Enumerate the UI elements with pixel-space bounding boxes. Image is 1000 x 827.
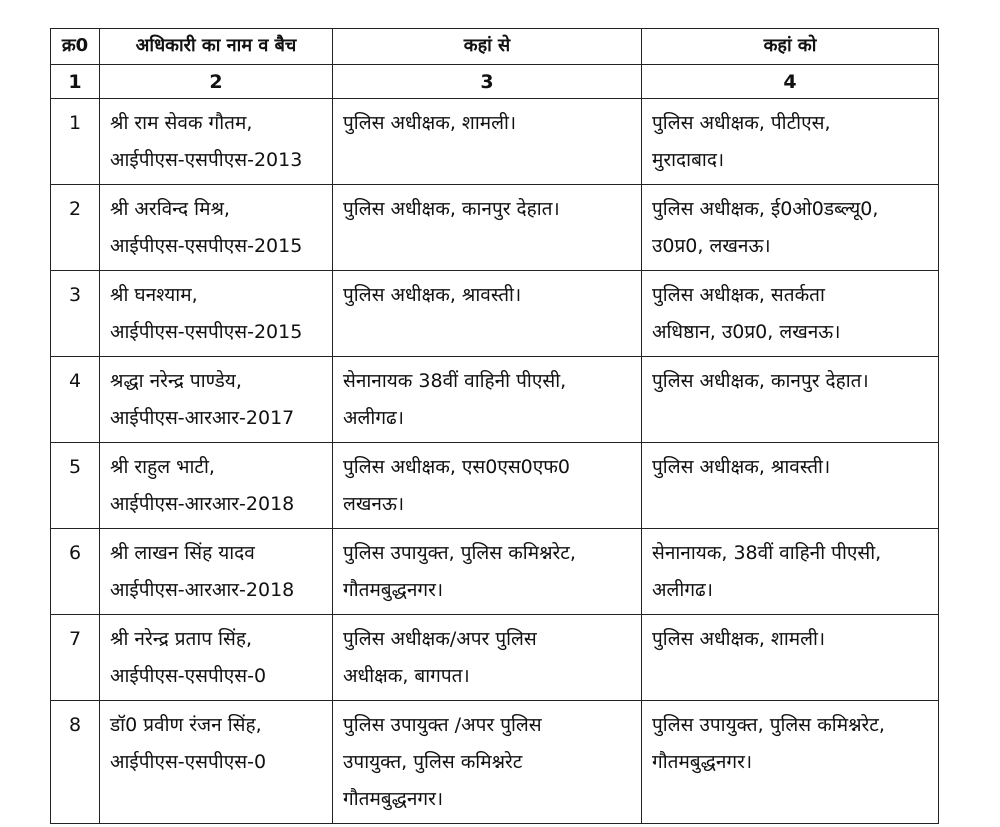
serial-number-cell: 6 — [51, 529, 100, 615]
officer-name-cell — [100, 443, 333, 529]
column-number-row — [51, 65, 939, 99]
header-serial: क्र0 — [51, 29, 100, 65]
officer-name-line: श्री घनश्याम, — [110, 284, 198, 306]
header-to: कहां को — [642, 29, 939, 65]
posted-to-line: पुलिस अधीक्षक, पीटीएस, — [652, 112, 831, 134]
header-row — [51, 29, 939, 65]
posted-to-cell — [642, 615, 939, 701]
posted-to-cell — [642, 185, 939, 271]
officer-name-line: श्री राहुल भाटी, — [110, 456, 215, 478]
officer-name-line: आईपीएस-आरआर-2017 — [110, 407, 295, 429]
posted-from-cell — [333, 271, 642, 357]
posted-to-cell — [642, 357, 939, 443]
officer-name-cell — [100, 271, 333, 357]
officer-name-cell — [100, 615, 333, 701]
posted-from-line: लखनऊ। — [343, 493, 405, 515]
posted-from-line: अधीक्षक, बागपत। — [343, 665, 470, 687]
serial-number-cell: 8 — [51, 701, 100, 824]
officer-name-line: श्री लाखन सिंह यादव — [110, 542, 255, 564]
table-row — [51, 615, 939, 701]
officer-name-cell — [100, 99, 333, 185]
posted-to-line: गौतमबुद्धनगर। — [652, 751, 753, 773]
posted-to-line: अलीगढ। — [652, 579, 713, 601]
posted-from-line: पुलिस अधीक्षक, कानपुर देहात। — [343, 198, 560, 220]
table-row — [51, 443, 939, 529]
serial-number-cell: 3 — [51, 271, 100, 357]
posted-from-line: पुलिस उपायुक्त, पुलिस कमिश्नरेट, — [343, 542, 576, 564]
posted-from-line: सेनानायक 38वीं वाहिनी पीएसी, — [343, 370, 567, 392]
posted-to-line: उ0प्र0, लखनऊ। — [652, 235, 771, 257]
posted-to-cell — [642, 701, 939, 824]
officer-name-line: श्री राम सेवक गौतम, — [110, 112, 253, 134]
posted-to-line: पुलिस अधीक्षक, कानपुर देहात। — [652, 370, 869, 392]
posted-to-line: अधिष्ठान, उ0प्र0, लखनऊ। — [652, 321, 841, 343]
officer-name-cell — [100, 185, 333, 271]
serial-number-cell: 7 — [51, 615, 100, 701]
column-number: 3 — [333, 65, 642, 99]
table-row — [51, 99, 939, 185]
posted-to-line: सेनानायक, 38वीं वाहिनी पीएसी, — [652, 542, 882, 564]
posted-to-line: पुलिस अधीक्षक, श्रावस्ती। — [652, 456, 831, 478]
transfer-table — [50, 28, 939, 824]
table-body — [51, 65, 939, 824]
column-number: 1 — [51, 65, 100, 99]
posted-to-line: पुलिस अधीक्षक, ई0ओ0डब्ल्यू0, — [652, 198, 879, 220]
column-number: 4 — [642, 65, 939, 99]
table-row — [51, 529, 939, 615]
serial-number-cell: 2 — [51, 185, 100, 271]
posted-from-line: गौतमबुद्धनगर। — [343, 788, 444, 810]
posted-to-cell — [642, 99, 939, 185]
officer-name-line: आईपीएस-आरआर-2018 — [110, 493, 295, 515]
serial-number-cell: 5 — [51, 443, 100, 529]
table-row — [51, 185, 939, 271]
posted-from-cell — [333, 357, 642, 443]
posted-to-line: पुलिस उपायुक्त, पुलिस कमिश्नरेट, — [652, 714, 885, 736]
header-from: कहां से — [333, 29, 642, 65]
posted-from-cell — [333, 701, 642, 824]
posted-from-cell — [333, 443, 642, 529]
column-number: 2 — [100, 65, 333, 99]
officer-name-line: आईपीएस-एसपीएस-0 — [110, 751, 267, 773]
posted-to-line: पुलिस अधीक्षक, शामली। — [652, 628, 826, 650]
posted-to-line: पुलिस अधीक्षक, सतर्कता — [652, 284, 825, 306]
header-officer-name: अधिकारी का नाम व बैच — [100, 29, 333, 65]
officer-name-line: डॉ0 प्रवीण रंजन सिंह, — [110, 714, 262, 736]
serial-number-cell: 4 — [51, 357, 100, 443]
posted-from-line: पुलिस अधीक्षक, श्रावस्ती। — [343, 284, 522, 306]
posted-from-cell — [333, 615, 642, 701]
posted-from-line: गौतमबुद्धनगर। — [343, 579, 444, 601]
officer-name-cell — [100, 357, 333, 443]
posted-from-line: पुलिस अधीक्षक/अपर पुलिस — [343, 628, 537, 650]
officer-name-line: आईपीएस-एसपीएस-2013 — [110, 149, 303, 171]
table-row — [51, 357, 939, 443]
posted-from-line: पुलिस उपायुक्त /अपर पुलिस — [343, 714, 542, 736]
serial-number-cell: 1 — [51, 99, 100, 185]
officer-name-line: श्रद्धा नरेन्द्र पाण्डेय, — [110, 370, 242, 392]
officer-name-line: श्री अरविन्द मिश्र, — [110, 198, 230, 220]
table-row — [51, 701, 939, 824]
officer-name-line: आईपीएस-एसपीएस-2015 — [110, 321, 303, 343]
posted-to-cell — [642, 443, 939, 529]
officer-name-line: आईपीएस-एसपीएस-0 — [110, 665, 267, 687]
posted-from-cell — [333, 99, 642, 185]
posted-to-line: मुरादाबाद। — [652, 149, 725, 171]
officer-name-cell — [100, 529, 333, 615]
posted-from-line: पुलिस अधीक्षक, एस0एस0एफ0 — [343, 456, 571, 478]
posted-from-line: उपायुक्त, पुलिस कमिश्नरेट — [343, 751, 523, 773]
officer-name-cell — [100, 701, 333, 824]
officer-name-line: आईपीएस-एसपीएस-2015 — [110, 235, 303, 257]
officer-name-line: आईपीएस-आरआर-2018 — [110, 579, 295, 601]
posted-from-cell — [333, 529, 642, 615]
posted-from-line: पुलिस अधीक्षक, शामली। — [343, 112, 517, 134]
posted-from-cell — [333, 185, 642, 271]
officer-name-line: श्री नरेन्द्र प्रताप सिंह, — [110, 628, 253, 650]
posted-from-line: अलीगढ। — [343, 407, 404, 429]
posted-to-cell — [642, 271, 939, 357]
table-row — [51, 271, 939, 357]
posted-to-cell — [642, 529, 939, 615]
